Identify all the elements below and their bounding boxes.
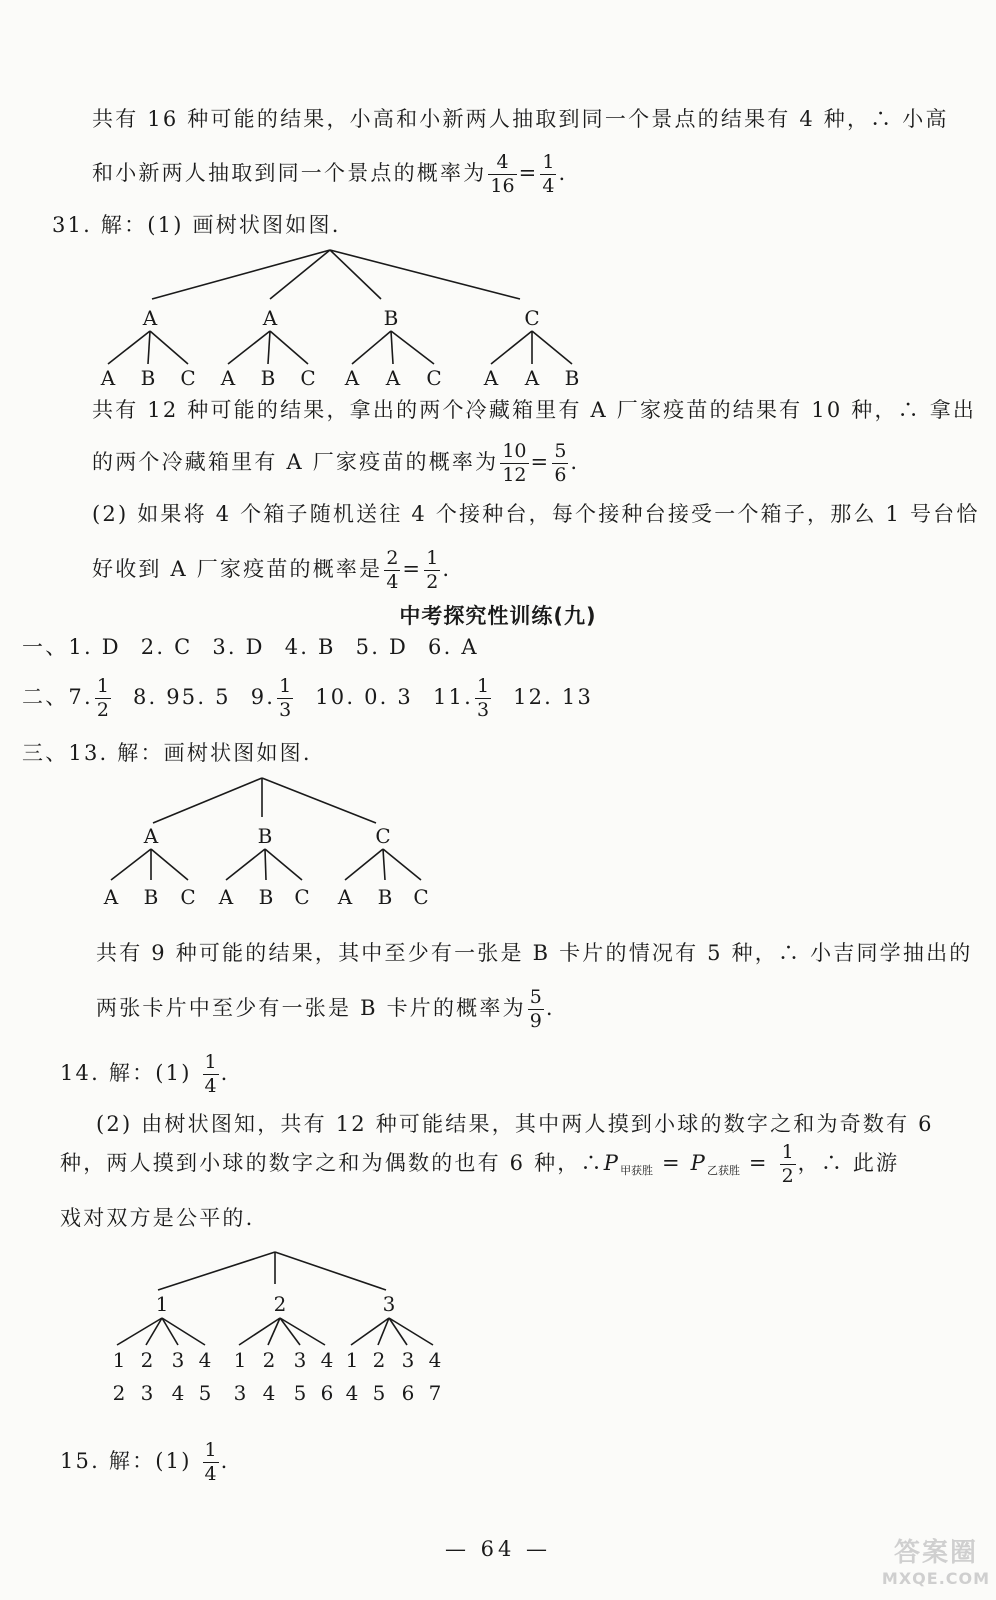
period: . xyxy=(545,995,555,1020)
fraction-denominator: 9 xyxy=(529,1009,542,1032)
text-line: (2) 由树状图知，共有 12 种可能结果，其中两人摸到小球的数字之和为奇数有 6 xyxy=(96,1112,934,1136)
sum-value: 5 xyxy=(372,1381,386,1405)
equals-sign: = xyxy=(661,1150,682,1175)
equals-sign: = xyxy=(530,449,551,474)
fraction-numerator: 1 xyxy=(279,675,292,697)
text-line: (2) 如果将 4 个箱子随机送往 4 个接种台，每个接种台接受一个箱子，那么 1 号台恰 xyxy=(92,502,980,526)
equals-sign: = xyxy=(748,1150,769,1175)
page-number: — 64 — xyxy=(444,1537,552,1561)
tree-leaf: B xyxy=(260,366,276,390)
tree-leaf: 4 xyxy=(428,1348,442,1372)
tree-leaf: B xyxy=(258,885,274,909)
fraction-numerator: 2 xyxy=(386,547,399,569)
watermark-logo xyxy=(878,1532,994,1588)
tree-leaf: A xyxy=(100,366,116,390)
tree-node: 1 xyxy=(155,1292,169,1316)
period: . xyxy=(442,556,452,581)
fraction-numerator: 1 xyxy=(542,151,555,173)
fraction-denominator: 4 xyxy=(204,1074,217,1097)
period: . xyxy=(220,1448,230,1473)
fraction-numerator: 1 xyxy=(96,675,109,697)
text-segment: 和小新两人抽取到同一个景点的概率为 xyxy=(92,160,487,185)
question-15-title xyxy=(60,1440,230,1485)
period: . xyxy=(570,449,580,474)
equals-sign: = xyxy=(402,556,423,581)
fraction-denominator: 2 xyxy=(96,698,109,721)
tree-leaf: 2 xyxy=(262,1348,276,1372)
fraction-denominator: 12 xyxy=(502,463,527,486)
fraction-denominator: 6 xyxy=(554,463,567,486)
fraction-denominator: 16 xyxy=(490,174,515,197)
text-line: 戏对双方是公平的. xyxy=(60,1206,255,1230)
sum-value: 4 xyxy=(171,1381,185,1405)
sum-value: 6 xyxy=(320,1381,334,1405)
fraction-numerator: 5 xyxy=(554,440,567,462)
sum-value: 5 xyxy=(293,1381,307,1405)
tree-leaf: C xyxy=(180,885,196,909)
period: . xyxy=(558,160,568,185)
tree-leaf: A xyxy=(337,885,353,909)
tree-leaf: 3 xyxy=(401,1348,415,1372)
sum-value: 5 xyxy=(198,1381,212,1405)
text-segment: 15. 解：(1) xyxy=(60,1448,192,1473)
tree-leaf: A xyxy=(385,366,401,390)
fraction-numerator: 4 xyxy=(488,152,516,175)
tree-leaf: A xyxy=(220,366,236,390)
period: . xyxy=(220,1060,230,1085)
tree-leaf: B xyxy=(564,366,580,390)
text-line: 共有 16 种可能的结果，小高和小新两人抽取到同一个景点的结果有 4 种，∴ 小高 xyxy=(92,107,949,131)
sum-value: 6 xyxy=(401,1381,415,1405)
answer: 1. D xyxy=(68,635,121,659)
tree-leaf: 2 xyxy=(140,1348,154,1372)
tree-node: A xyxy=(262,306,278,330)
watermark-domain: MXQE.COM xyxy=(881,1569,991,1588)
watermark-logo-text: 答案圈 xyxy=(893,1538,978,1568)
subscript: 甲获胜 xyxy=(620,1163,654,1177)
text-line: 共有 12 种可能的结果，拿出的两个冷藏箱里有 A 厂家疫苗的结果有 10 种，∴ 拿出 xyxy=(92,398,977,422)
tree-node: B xyxy=(383,306,399,330)
part-prefix: 一、 xyxy=(22,635,69,659)
fraction-numerator: 5 xyxy=(529,986,542,1008)
fraction-denominator: 3 xyxy=(279,698,292,721)
answer: 8. 95. 5 xyxy=(132,684,231,709)
tree-leaf: A xyxy=(218,885,234,909)
answer: 5. D xyxy=(355,635,409,659)
tree-leaf: 1 xyxy=(345,1348,359,1372)
answer: 2. C xyxy=(140,635,193,659)
probability-symbol: P xyxy=(603,1150,621,1175)
tree-node: A xyxy=(142,306,158,330)
part-prefix: 二、 xyxy=(22,684,69,709)
tree-leaf: C xyxy=(294,885,310,909)
fraction xyxy=(203,1440,219,1485)
fraction-denominator: 2 xyxy=(781,1164,794,1187)
tree-leaf: 1 xyxy=(112,1348,126,1372)
question-31-title: 31. 解：(1) 画树状图如图. xyxy=(52,213,341,237)
fraction-numerator: 1 xyxy=(204,1051,217,1073)
tree-node: C xyxy=(375,824,391,848)
question-13-title: 三、13. 解：画树状图如图. xyxy=(22,741,312,765)
tree-leaf: 2 xyxy=(372,1348,386,1372)
tree-leaf: A xyxy=(483,366,499,390)
tree-leaf: A xyxy=(103,885,119,909)
fraction-numerator: 1 xyxy=(476,675,490,697)
text-segment: 好收到 A 厂家疫苗的概率是 xyxy=(92,556,383,581)
tree-node: 2 xyxy=(273,1292,287,1316)
tree-leaf: 4 xyxy=(320,1348,334,1372)
tree-node: 3 xyxy=(382,1292,396,1316)
tree-leaf: C xyxy=(426,366,442,390)
fraction-denominator: 2 xyxy=(426,570,439,593)
tree-node: B xyxy=(257,824,273,848)
fraction-denominator: 4 xyxy=(386,570,399,593)
fraction-denominator: 4 xyxy=(542,174,555,197)
sum-value: 3 xyxy=(233,1381,247,1405)
tree-leaf: C xyxy=(300,366,316,390)
tree-leaf: B xyxy=(140,366,156,390)
tree-leaf: C xyxy=(413,885,429,909)
answer-number: 11. xyxy=(432,684,473,709)
sum-value: 7 xyxy=(428,1381,442,1405)
sum-value: 3 xyxy=(140,1381,154,1405)
fraction-denominator: 3 xyxy=(476,698,490,721)
sum-value: 4 xyxy=(345,1381,359,1405)
tree-node: A xyxy=(143,824,159,848)
text-line: 共有 9 种可能的结果，其中至少有一张是 B 卡片的情况有 5 种，∴ 小吉同学抽出的 xyxy=(96,941,973,965)
tree-leaf: A xyxy=(524,366,540,390)
tree-leaf: B xyxy=(377,885,393,909)
text-segment: 14. 解：(1) xyxy=(60,1060,192,1085)
tree-leaf: 3 xyxy=(171,1348,185,1372)
tree-leaf: B xyxy=(143,885,159,909)
probability-symbol: P xyxy=(690,1150,707,1175)
section-title: 中考探究性训练(九) xyxy=(399,604,597,628)
answer: 6. A xyxy=(428,635,479,659)
text-segment: 的两个冷藏箱里有 A 厂家疫苗的概率为 xyxy=(92,449,499,474)
answer: 12. 13 xyxy=(513,684,594,709)
text-segment: ，∴ 此游 xyxy=(797,1150,900,1175)
sum-value: 2 xyxy=(112,1381,126,1405)
tree-leaf: 3 xyxy=(293,1348,307,1372)
tree-leaf: 4 xyxy=(198,1348,212,1372)
tree-leaf: 1 xyxy=(233,1348,247,1372)
tree-leaf: A xyxy=(344,366,360,390)
fraction-numerator: 1 xyxy=(426,547,439,569)
sum-value: 4 xyxy=(262,1381,276,1405)
answer-number: 9. xyxy=(250,684,276,709)
tree-leaf: C xyxy=(180,366,196,390)
fraction-numerator: 10 xyxy=(502,440,527,462)
fraction-numerator: 1 xyxy=(204,1439,217,1461)
tree-node: C xyxy=(524,306,540,330)
text-segment: 两张卡片中至少有一张是 B 卡片的概率为 xyxy=(96,995,526,1020)
fraction-denominator: 4 xyxy=(204,1462,217,1485)
answer: 4. B xyxy=(284,635,336,659)
text-segment: 种，两人摸到小球的数字之和为偶数的也有 6 种，∴ xyxy=(60,1150,604,1175)
equals-sign: = xyxy=(518,160,539,185)
fraction-numerator: 1 xyxy=(781,1141,794,1163)
subscript: 乙获胜 xyxy=(706,1163,740,1177)
answer: 10. 0. 3 xyxy=(315,684,413,709)
answer: 3. D xyxy=(212,635,265,659)
answer-number: 7. xyxy=(68,684,93,709)
